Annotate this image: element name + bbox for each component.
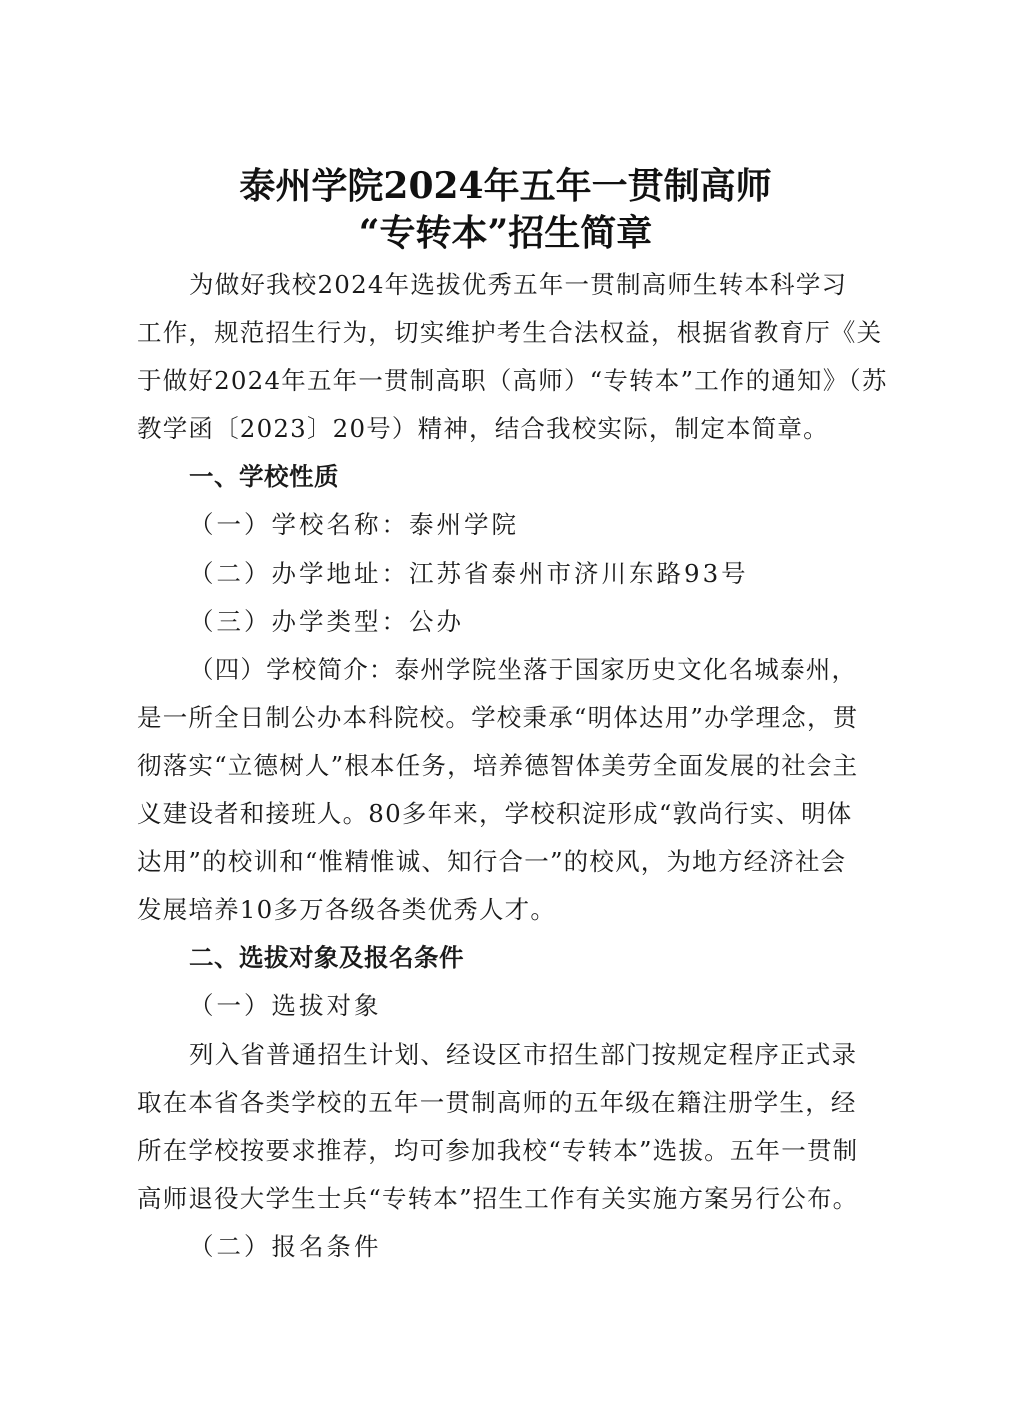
school-name-item: （一）学校名称：泰州学院: [189, 510, 519, 540]
subsection-heading-requirements: （二）报名条件: [189, 1231, 382, 1261]
intro-line: 为做好我校2024年选拔优秀五年一贯制高师生转本科学习: [189, 270, 848, 299]
document-body: [137, 261, 889, 1271]
school-type-item: （三）办学类型：公办: [189, 606, 464, 636]
school-intro-line: 达用”的校训和“惟精惟诚、知行合一”的校风，为地方经济社会: [137, 847, 847, 877]
school-intro-line: 义建设者和接班人。80多年来，学校积淀形成“敦尚行实、明体: [137, 799, 853, 829]
school-intro-line: 发展培养10多万各级各类优秀人才。: [137, 895, 557, 925]
selection-target-paragraph: [137, 1031, 889, 1223]
intro-line: 教学函〔2023〕20号）精神，结合我校实际，制定本简章。: [137, 414, 829, 444]
intro-line: 于做好2024年五年一贯制高职（高师）“专转本”工作的通知》（苏: [137, 366, 888, 396]
school-intro-line: 是一所全日制公办本科院校。学校秉承“明体达用”办学理念，贯: [137, 702, 859, 732]
school-intro-paragraph: [137, 646, 889, 935]
intro-paragraph: [137, 261, 889, 453]
school-address-item: （二）办学地址：江苏省泰州市济川东路93号: [189, 558, 749, 588]
subsection-heading-selection-target: （一）选拔对象: [189, 991, 382, 1021]
selection-target-line: 取在本省各类学校的五年一贯制高师的五年级在籍注册学生，经: [137, 1087, 857, 1117]
selection-target-line: 所在学校按要求推荐，均可参加我校“专转本”选拔。五年一贯制: [137, 1135, 859, 1165]
section-heading-school-nature: 一、学校性质: [189, 462, 339, 492]
school-intro-line: （四）学校简介：泰州学院坐落于国家历史文化名城泰州，: [189, 654, 858, 684]
selection-target-line: 列入省普通招生计划、经设区市招生部门按规定程序正式录: [189, 1039, 858, 1069]
selection-target-line: 高师退役大学生士兵“专转本”招生工作有关实施方案另行公布。: [137, 1183, 859, 1213]
intro-line: 工作，规范招生行为，切实维护考生合法权益，根据省教育厅《关: [137, 318, 883, 348]
school-intro-line: 彻落实“立德树人”根本任务，培养德智体美劳全面发展的社会主: [137, 750, 859, 780]
section-heading-selection: 二、选拔对象及报名条件: [189, 943, 464, 973]
document-title-line-2: “专转本”招生简章: [358, 212, 653, 254]
document-title-line-1: 泰州学院2024年五年一贯制高师: [239, 165, 772, 207]
